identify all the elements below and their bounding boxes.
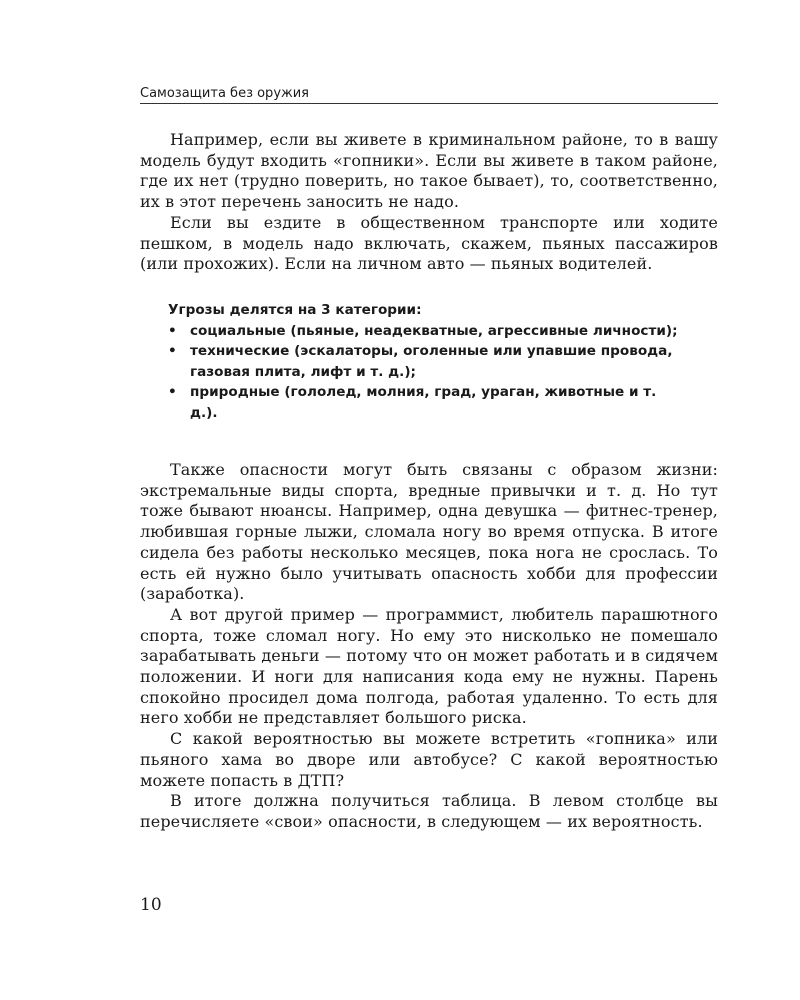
list-item [168,341,688,382]
threat-categories-callout [168,300,688,423]
bullet-icon: • [168,343,177,359]
paragraph: Например, если вы живете в криминальном районе, то в вашу модель будут входить «гопники». Если вы живете в таком районе, где их нет (трудно поверить, но такое бывает), то, соответственно, их в этот перечень заносить не надо. [140,130,718,212]
list-item-text: социальные (пьяные, неадекватные, агрессивные личности); [190,322,678,339]
page-number: 10 [140,895,162,915]
bullet-icon: • [168,322,177,339]
categories-list [168,321,688,424]
running-head: Самозащита без оружия [140,86,718,104]
paragraph: Также опасности могут быть связаны с образом жизни: экстремальные виды спорта, вредные привычки и т. д. Но тут тоже бывают нюансы. Например, одна девушка — фитнес-тренер, любившая горные лыжи, сломала ногу во время отпуска. В итоге сидела без работы несколько месяцев, пока нога не срослась. То есть ей нужно было учитывать опасность хобби для профессии (заработка). [140,460,718,604]
bullet-icon: • [168,384,177,400]
list-item-text: технические (эскалаторы, оголенные или упавшие провода, газовая плита, лифт и т. д.); [190,343,673,380]
callout-title: Угрозы делятся на 3 категории: [168,302,422,318]
list-item [168,382,688,423]
paragraph: Если вы ездите в общественном транспорте или ходите пешком, в модель надо включать, скажем, пьяных пассажиров (или прохожих). Если на личном авто — пьяных водителей. [140,212,718,274]
list-item [168,321,688,342]
paragraph: С какой вероятностью вы можете встретить «гопника» или пьяного хама во дворе или автобусе? С какой вероятностью можете попасть в ДТП? [140,729,718,790]
body-text-bottom [140,460,718,833]
paragraph: А вот другой пример — программист, любитель парашютного спорта, тоже сломал ногу. Но ему это нисколько не помешало зарабатывать деньги — потому что он может работать и в сидячем положении. И ноги для написания кода ему не нужны. Парень спокойно просидел дома полгода, работая удаленно. То есть для него хобби не представляет большого риска. [140,604,718,728]
body-text-top [140,130,718,275]
paragraph: В итоге должна получиться таблица. В левом столбце вы перечисляете «свои» опасности, в следующем — их вероятность. [140,791,718,831]
list-item-text: природные (гололед, молния, град, ураган, животные и т. д.). [190,384,657,421]
